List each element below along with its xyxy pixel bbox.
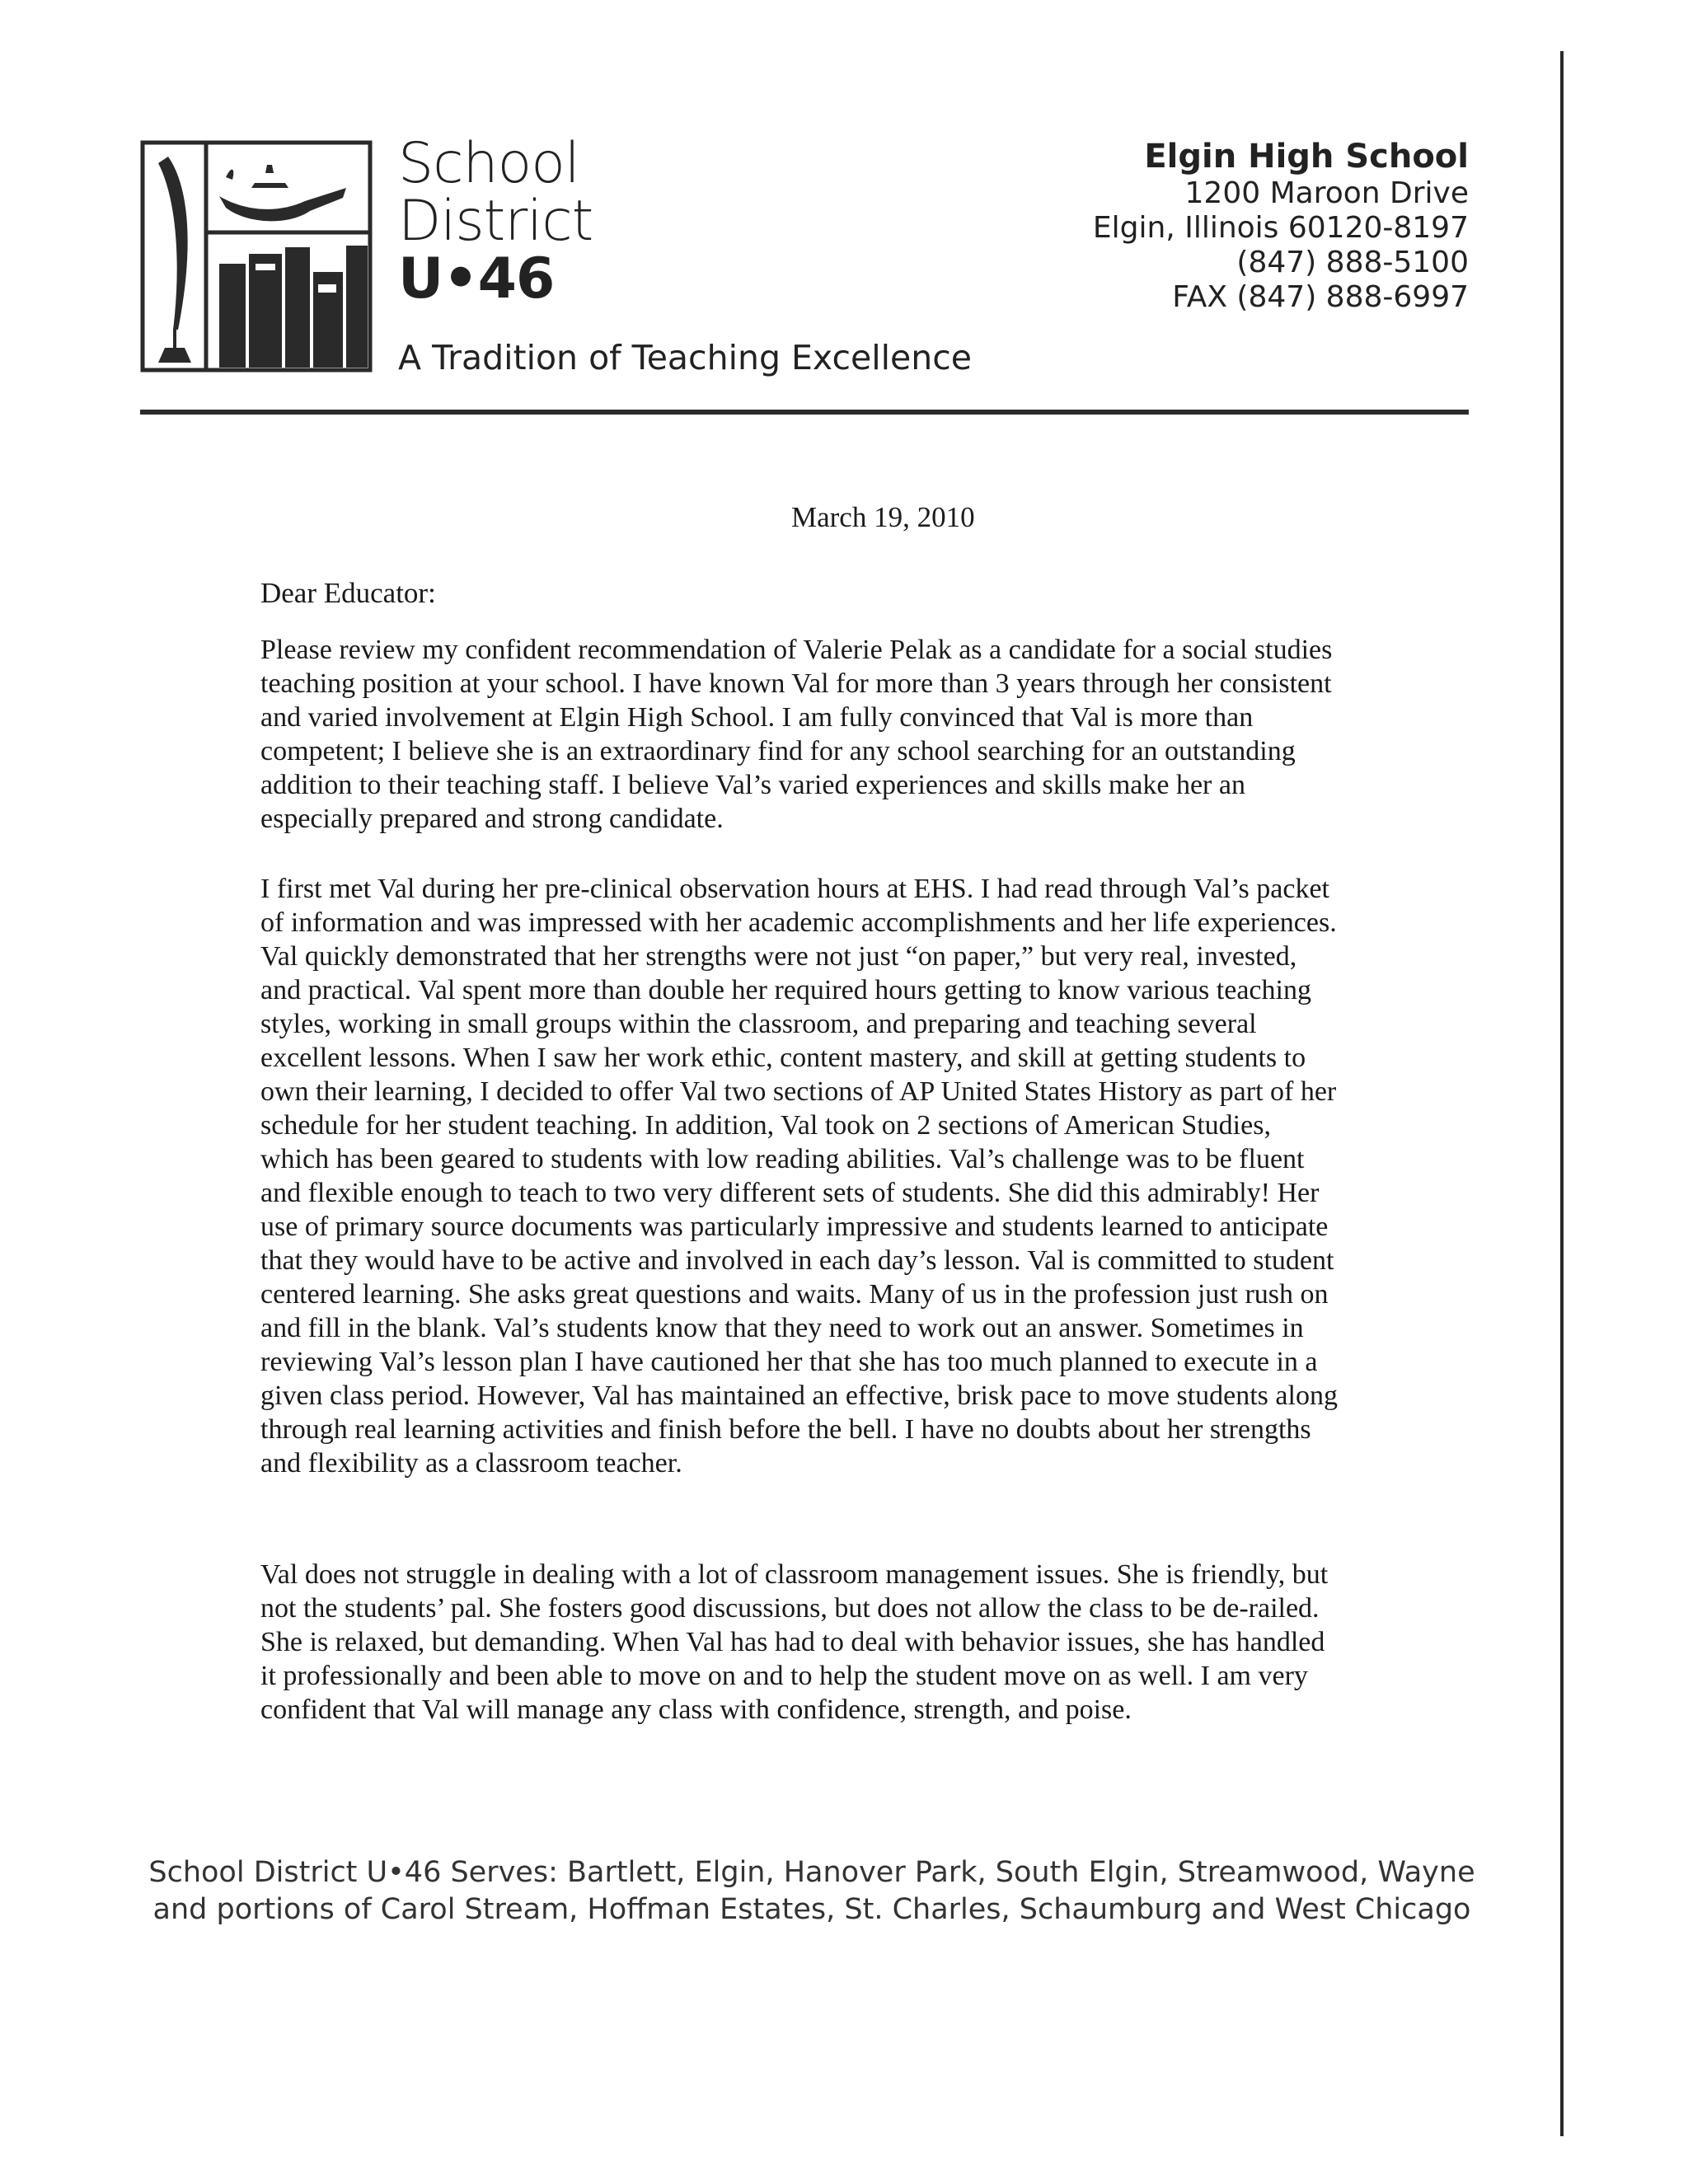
letterhead-divider [140, 410, 1469, 415]
school-name: Elgin High School [1144, 138, 1469, 176]
paragraph-3: Val does not struggle in dealing with a lot of classroom management issues. She is friendly, but not the students’ pal. She fosters good discussions, but does not allow the class to be de-railed. She is relaxed, but demanding. When Val has had to deal with behavior issues, she has handled it professionally and been able to move on and to help the student move on as well. I am very confident that Val will manage any class with confidence, strength, and poise. [260, 1559, 1329, 1725]
footer [0, 1854, 1624, 1929]
district-name-line1: School [398, 131, 579, 196]
tagline: A Tradition of Teaching Excellence [398, 338, 972, 377]
lamp-quill-books-logo [140, 140, 373, 373]
salutation: Dear Educator: [260, 577, 436, 609]
address-line2: Elgin, Illinois 60120-8197 [1092, 211, 1469, 245]
footer-line2: and portions of Carol Stream, Hoffman Estates, St. Charles, Schaumburg and West Chicago [152, 1893, 1471, 1926]
paragraph-1: Please review my confident recommendation of Valerie Pelak as a candidate for a social studies teaching position at your school. I have known Val for more than 3 years through her consistent and varied involvement at Elgin High School. I am fully convinced that Val is more than competent; I believe she is an extraordinary find for any school searching for an outstanding addition to their teaching staff. I believe Val’s varied experiences and skills make her an especially prepared and strong candidate. [260, 635, 1333, 834]
address-line1: 1200 Maroon Drive [1184, 176, 1469, 210]
paragraph-2: I first met Val during her pre-clinical observation hours at EHS. I had read through Val’s packet of information and was impressed with her academic accomplishments and her life experiences. Val quickly demonstrated that her strengths were not just “on paper,” but very real, invested, and practical. Val spent more than double her required hours getting to know various teaching styles, working in small groups within the classroom, and preparing and teaching several excellent lessons. When I saw her work ethic, content mastery, and skill at getting students to own their learning, I decided to offer Val two sections of AP United States History as part of her schedule for her student teaching. In addition, Val took on 2 sections of American Studies, which has been geared to students with low reading abilities. Val’s challenge was to be fluent and flexible enough to teach to two very different sets of students. She did this admirably! Her use of primary source documents was particularly impressive and students learned to anticipate that they would have to be active and involved in each day’s lesson. Val is committed to student centered learning. She asks great questions and waits. Many of us in the profession just rush on and fill in the blank. Val’s students know that they need to work out an answer. Sometimes in reviewing Val’s lesson plan I have cautioned her that she has too much planned to execute in a given class period. However, Val has maintained an effective, brisk pace to move students along through real learning activities and finish before the bell. I have no doubts about her strengths and flexibility as a classroom teacher. [260, 874, 1338, 1479]
fax: FAX (847) 888-6997 [1172, 280, 1469, 314]
district-name-line2: District [398, 189, 593, 254]
school-contact-block [1093, 137, 1469, 315]
district-name-line3: U•46 [398, 246, 555, 312]
district-name [398, 131, 593, 312]
letterhead [0, 0, 1688, 429]
letter-date: March 19, 2010 [791, 501, 975, 533]
phone: (847) 888-5100 [1236, 246, 1469, 279]
footer-line1: School District U•46 Serves: Bartlett, Elgin, Hanover Park, South Elgin, Streamwood, Wayne [148, 1856, 1475, 1889]
